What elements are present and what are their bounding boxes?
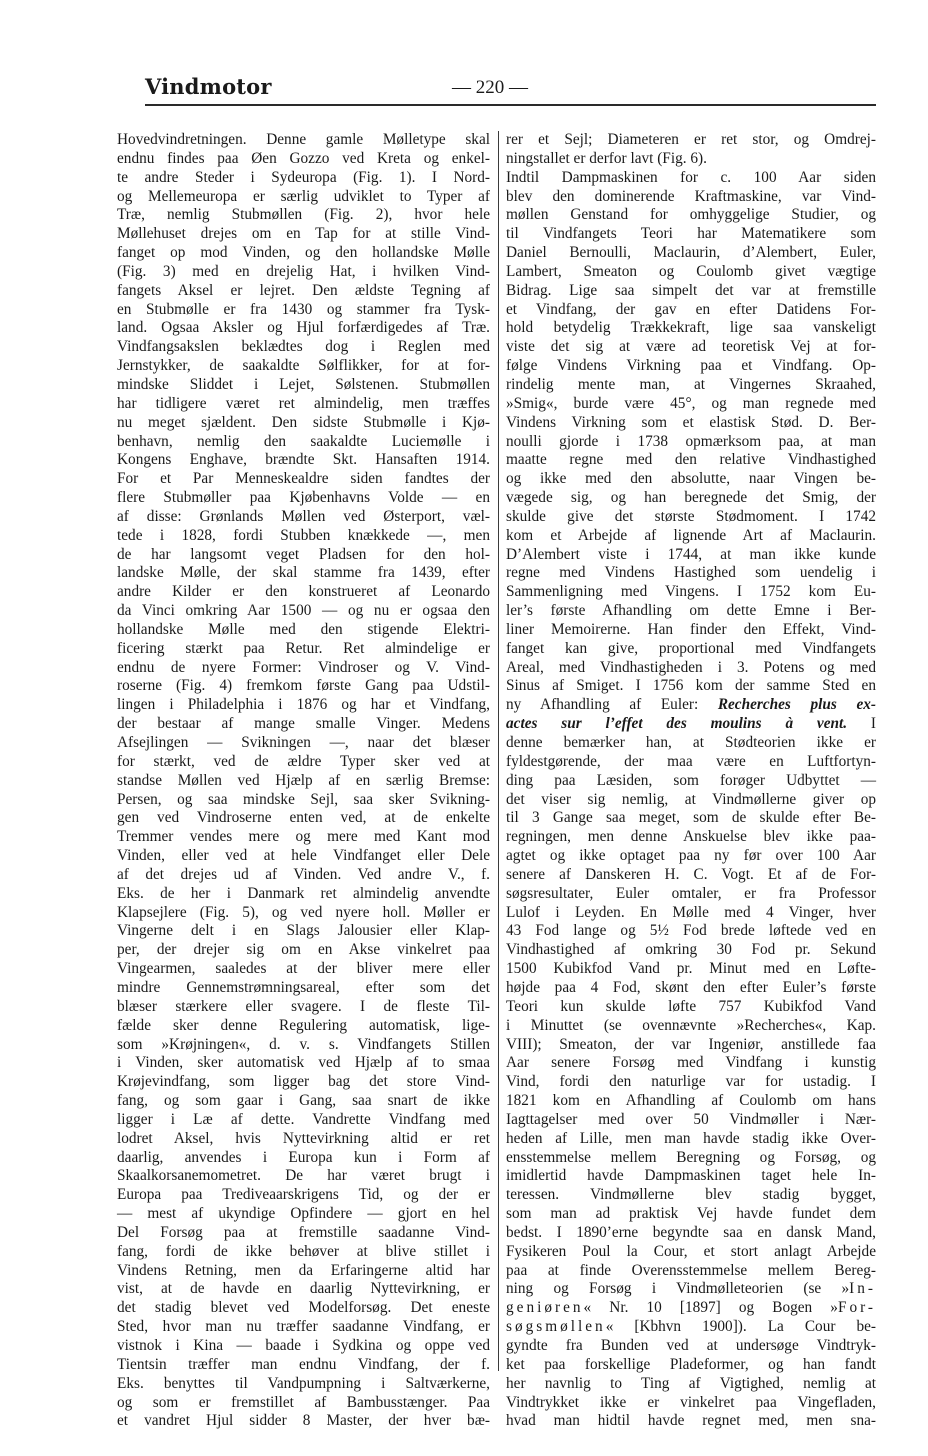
text-line: mindske Sliddet i Lejet, Sølstenen. Stubmøllen	[117, 375, 490, 393]
text-line: agtet og ikke optaget paa ny før over 100 Aar	[506, 847, 876, 865]
text-line: maatte regne med den relative Vindhastighed	[506, 451, 876, 469]
text-line: Vingearmen, saaledes at der bliver mere eller	[117, 960, 490, 978]
text-line: som man ad praktisk Vej havde fundet dem	[506, 1205, 876, 1223]
text-line: Lulof i Leyden. En Mølle med 4 Vinger, hver	[506, 903, 876, 921]
text-line: — mest af ukyndige Opfindere — gjort en hel	[117, 1205, 490, 1223]
text-line: 43 Fod lange og 5½ Fod brede løftede ved en	[506, 922, 876, 940]
text-line: blev den dominerende Kraftmaskine, var Vind-	[506, 187, 876, 205]
text-line: ningstallet er derfor lavt (Fig. 6).	[506, 149, 707, 167]
text-line: teressen. Vindmøllerne blev stadig bygget,	[506, 1186, 876, 1204]
text-line: skulde give det største Stødmoment. I 1742	[506, 507, 876, 525]
text-line: Vindens Retning, men da Erfaringerne altid har	[117, 1261, 490, 1279]
text-fragment: « Nr. 10 [1897] og Bogen »	[583, 1299, 838, 1317]
text-line: Europa paa Trediveaarskrigens Tid, og der er	[117, 1186, 490, 1204]
text-line: Daniel Bernoulli, Maclaurin, d’Alembert, Euler,	[506, 244, 876, 262]
text-line	[506, 715, 876, 734]
text-line: heden af Lille, men man havde stadig ikke Over-	[506, 1129, 876, 1147]
text-line: bedst. I 1890’erne begyndte saa en dansk Mand,	[506, 1223, 876, 1241]
text-line: Teori kun skulde løfte 757 Kubikfod Vand	[506, 997, 876, 1015]
text-line: gen ved Vindroserne enten ved, at de enkelte	[117, 809, 490, 827]
text-line: hollandske Mølle med den stigende Elektri-	[117, 620, 490, 638]
text-line: Krøjevindfang, som ligger bag det store Vind-	[117, 1073, 490, 1091]
text-line: nu meget sjældent. Den sidste Stubmølle i Kjø-	[117, 413, 490, 431]
text-line: Træ, nemlig Stubmøllen (Fig. 2), hvor hele	[117, 206, 490, 224]
text-line: som »Krøjningen«, d. v. s. Vindfangets Stillen	[117, 1035, 490, 1053]
text-line: gyndte fra Bunden ved at undersøge Vindtryk-	[506, 1337, 876, 1354]
text-line: Vindhastighed af omkring 30 Fod pr. Sekund	[506, 941, 876, 959]
text-line: mindre Gennemstrømningsareal, efter som det	[117, 978, 490, 996]
text-line: landske Mølle, der skal stamme fra 1439, efter	[117, 564, 490, 582]
text-line: (Fig. 3) med en drejelig Hat, i hvilken Vind-	[117, 262, 490, 280]
text-line: D’Alembert viste i 1744, at man ikke kunde	[506, 545, 876, 563]
text-line: det viser sig nemlig, at Vindmøllerne giver op	[506, 790, 876, 808]
page-header	[145, 70, 876, 106]
text-line: Aar senere Forsøg med Vindfang i kunstig	[506, 1054, 876, 1072]
header-rule	[145, 104, 876, 106]
text-line: et vandret Hjul sidder 8 Master, der hver bæ-	[117, 1412, 490, 1430]
text-line: senere af Danskeren H. C. Vogt. Et af de For-	[506, 865, 876, 883]
text-fragment: « [Kbhvn 1900]). La Cour be-	[605, 1318, 876, 1336]
text-line: fyldestgørende, der maa være en Luftfortyn-	[506, 752, 876, 770]
text-line: Vinden, eller ved at hele Vindfanget eller Dele	[117, 847, 490, 865]
text-line: vistnok i Kina — baade i Sydkina og oppe ved	[117, 1337, 490, 1354]
text-line: for stærkt, ved de ældre Typer sker ved at	[117, 752, 490, 770]
text-line: ding paa Læsiden, som forøger Udbyttet —	[506, 771, 876, 789]
text-line: fangets Aksel er lejret. Den ældste Tegning af	[117, 281, 490, 299]
text-line: fang, og som gaar i Gang, saa snart de ikke	[117, 1092, 490, 1110]
text-line: Del Forsøg paa at fremstille saadanne Vind-	[117, 1223, 490, 1241]
text-line: standse Møllen ved Hjælp af en særlig Bremse:	[117, 771, 490, 789]
text-line: Vingerne delt i en Slags Jalousier eller Klap-	[117, 922, 490, 940]
text-line: 1500 Kubikfod Vand pr. Minut med en Løfte-	[506, 960, 876, 978]
text-line: højde paa 4 Fod, skønt den efter Euler’s første	[506, 978, 876, 996]
text-line: regne med Vindens Hastighed som uendelig i	[506, 564, 876, 582]
text-line: søgsresultater, Euler omtaler, er fra Professor	[506, 884, 876, 902]
text-line: Bidrag. Lige saa simpelt det var at fremstille	[506, 281, 876, 299]
text-line: det stadig blevet ved Modelforsøg. Det eneste	[117, 1299, 490, 1317]
text-line: endnu de nyere Former: Vindroser og V. Vind-	[117, 658, 490, 676]
text-line: fang, fordi de ikke behøver at blive stillet i	[117, 1242, 490, 1260]
text-line: af det drejes ud af Vinden. Ved andre V., f.	[117, 865, 490, 883]
text-line: Tientsin træffer man endnu Vindfang, der f.	[117, 1355, 490, 1373]
text-line: da Vinci omkring Aar 1500 — og nu er ogsaa den	[117, 602, 490, 620]
text-line: Areal, med Vindhastigheden i 3. Potens og med	[506, 658, 876, 676]
text-line: regningen, men denne Anskuelse blev ikke paa-	[506, 828, 876, 846]
text-line: der bestaar af mange smalle Vinger. Medens	[117, 715, 490, 733]
text-fragment: ning og Forsøg i Vindmølleteorien (se »	[506, 1280, 850, 1298]
text-line: Kongens Enghave, brændte Skt. Hansaften 1914.	[117, 451, 490, 469]
spaced-text: In-	[849, 1280, 876, 1298]
text-line: 1821 kom en Afhandling af Coulomb om hans	[506, 1092, 876, 1110]
text-line: daarlig, anvendes i Europa kun i Form af	[117, 1148, 490, 1166]
text-line: kom et Arbejde af lignende Art af Maclaurin.	[506, 526, 876, 544]
text-line: og Mellemeuropa er særlig udviklet to Typer af	[117, 187, 490, 205]
text-line	[506, 1318, 876, 1337]
text-line: lingen i Philadelphia i 1876 og har et Vindfang,	[117, 696, 490, 714]
text-line: Skaalkorsanemometret. De har været brugt i	[117, 1167, 490, 1185]
text-line: roserne (Fig. 4) fremkom første Gang paa Udstil-	[117, 677, 490, 695]
text-line: en Stubmølle er fra 1430 og stammer fra Tysk-	[117, 300, 490, 318]
text-line: liner Memoirerne. Han finder den Effekt, Vind-	[506, 620, 876, 638]
text-line	[506, 1280, 876, 1299]
text-line: og ikke med den absolutte, naar Vingen be-	[506, 470, 876, 488]
text-line: her navnlig to Ting af Vigtighed, nemlig at	[506, 1374, 876, 1392]
text-line	[506, 1299, 876, 1318]
text-line: i Vinden, sker automatisk ved Hjælp af to smaa	[117, 1054, 490, 1072]
text-line: VIII); Smeaton, der var Ingeniør, anstillede faa	[506, 1035, 876, 1053]
text-line: Vindtrykket ikke er vinkelret paa Vingefladen,	[506, 1393, 876, 1411]
text-line: Møllehuset drejes om en Tap for at stille Vind-	[117, 225, 490, 243]
text-line: vægede sig, og han beregnede det Smig, der	[506, 489, 876, 507]
text-line: fanget op mod Vinden, og den hollandske Mølle	[117, 244, 490, 262]
text-line: andre Kilder er den konstrueret af Leonardo	[117, 583, 490, 601]
page-number: — 220 —	[452, 77, 528, 98]
text-fragment: ny Afhandling af Euler:	[506, 696, 718, 714]
text-line: fanget kan give, proportional med Vindfangets	[506, 639, 876, 657]
text-line: Vindfangsakslen beklædtes dog i Reglen med	[117, 338, 490, 356]
spaced-text: geniøren	[506, 1299, 584, 1317]
text-line: et Vindfang, der gav en efter Datidens For-	[506, 300, 876, 318]
text-line: imidlertid havde Dampmaskinen taget hele In-	[506, 1167, 876, 1185]
text-line: blæser stærkere eller svagere. I de fleste Til-	[117, 997, 490, 1015]
text-line: Vindens Virkning som et elastisk Stød. D. Ber-	[506, 413, 876, 431]
text-line: endnu findes paa Øen Gozzo ved Kreta og enkel-	[117, 149, 490, 167]
text-line: Klapsejlere (Fig. 5), og ved nyere holl. Møller er	[117, 903, 490, 921]
italic-title: Recherches plus ex-	[717, 696, 876, 714]
text-line: til Vindfangets Teori har Matematikere som	[506, 225, 876, 243]
text-line: noulli gjorde i 1738 opmærksom paa, at man	[506, 432, 876, 450]
text-line	[506, 696, 876, 715]
text-line: »Smig«, burde være 45°, og man regnede med	[506, 394, 876, 412]
text-line: og som er fremstillet af Bambusstænger. Paa	[117, 1393, 490, 1411]
text-line: rindelig mente man, at Vingernes Skraahed,	[506, 375, 876, 393]
text-line: ligger i Læ af dette. Vandrette Vindfang med	[117, 1110, 490, 1128]
text-line: paa at finde Overensstemmelse mellem Bereg-	[506, 1261, 876, 1279]
text-line: For et Par Menneskealdre siden fandtes der	[117, 470, 490, 488]
text-line: Tremmer vendes mere og mere med Kant mod	[117, 828, 490, 846]
text-line: viste det sig at være ad teoretisk Vej at for-	[506, 338, 876, 356]
text-line: Sammenligning med Vingens. I 1752 kom Eu-	[506, 583, 876, 601]
text-line: de har langsomt veget Pladsen for den hol-	[117, 545, 490, 563]
left-text-column	[117, 131, 490, 1431]
text-line: denne bemærker han, at Stødteorien ikke er	[506, 734, 876, 751]
right-text-column	[506, 131, 876, 1431]
text-line: flere Stubmøller paa Kjøbenhavns Volde — en	[117, 489, 490, 507]
text-line: ler’s første Afhandling om dette Emne i Ber-	[506, 602, 876, 620]
text-line: Hovedvindretningen. Denne gamle Mølletype skal	[117, 131, 490, 148]
running-head-title: Vindmotor	[145, 74, 272, 99]
text-line: vist, at de havde en daarlig Nyttevirkning, er	[117, 1280, 490, 1298]
text-line: Afsejlingen — Svikningen —, naar det blæser	[117, 734, 490, 751]
text-line: i Minuttet (se ovennævnte »Recherches«, Kap.	[506, 1016, 876, 1034]
text-line: ficering stærkt paa Retur. Ret almindelige er	[117, 639, 490, 657]
text-line: af disse: Grønlands Møllen ved Østerport, væl-	[117, 507, 490, 525]
text-line: tede i 1828, fordi Stubben knækkede —, men	[117, 526, 490, 544]
text-line: Eks. de her i Danmark ret almindelig anvendte	[117, 884, 490, 902]
text-line: følge Vindens Virkning paa et Vindfang. Op-	[506, 357, 876, 375]
text-fragment: I	[847, 715, 876, 733]
column-divider	[498, 131, 499, 1371]
text-line: hold betydelig Trækkekraft, lige saa vanskeligt	[506, 319, 876, 337]
text-line: lodret Aksel, hvis Nyttevirkning altid er ret	[117, 1129, 490, 1147]
text-line: til 3 Gange saa meget, som de skulde efter Be-	[506, 809, 876, 827]
text-line: benhavn, nemlig den saakaldte Luciemølle i	[117, 432, 490, 450]
text-line: fælde sker denne Regulering automatisk, lige-	[117, 1016, 490, 1034]
text-line: Eks. benyttes til Vandpumpning i Saltværkerne,	[117, 1374, 490, 1392]
text-line: Iagttagelser med over 50 Vindmøller i Nær-	[506, 1110, 876, 1128]
italic-title: actes sur l’effet des moulins à vent.	[506, 715, 848, 733]
text-line: Fysikeren Poul la Cour, et stort anlagt Arbejde	[506, 1242, 876, 1260]
text-line: Persen, og saa mindske Sejl, saa sker Svikning-	[117, 790, 490, 808]
text-line: rer et Sejl; Diameteren er ret stor, og Omdrej-	[506, 131, 876, 148]
text-line: te andre Steder i Sydeuropa (Fig. 1). I Nord-	[117, 168, 490, 186]
text-line: Sted, hvor man nu træffer saadanne Vindfang, er	[117, 1318, 490, 1336]
text-line: ket paa forskellige Pladeformer, og han fandt	[506, 1355, 876, 1373]
spaced-text: For-	[837, 1299, 876, 1317]
text-line: Lambert, Smeaton og Coulomb givet vægtige	[506, 262, 876, 280]
text-line: Sinus af Smiget. I 1756 kom der samme Sted en	[506, 677, 876, 695]
text-line: har tidligere været ret almindelig, men træffes	[117, 394, 490, 412]
text-line: ensstemmelse mellem Beregning og Forsøg, og	[506, 1148, 876, 1166]
text-line: møllen Genstand for omhyggelige Studier, og	[506, 206, 876, 224]
text-line: hvad man hidtil havde regnet med, men sna-	[506, 1412, 876, 1430]
text-line: land. Ogsaa Aksler og Hjul forfærdigedes af Træ.	[117, 319, 490, 337]
text-line: Jernstykker, de saakaldte Sølflikker, for at for-	[117, 357, 490, 375]
spaced-text: søgsmøllen	[506, 1318, 606, 1336]
text-line: Indtil Dampmaskinen for c. 100 Aar siden	[506, 168, 876, 186]
text-line: per, der drejer sig om en Akse vinkelret paa	[117, 941, 490, 959]
text-line: Vind, fordi den naturlige var for ustadig. I	[506, 1073, 876, 1091]
